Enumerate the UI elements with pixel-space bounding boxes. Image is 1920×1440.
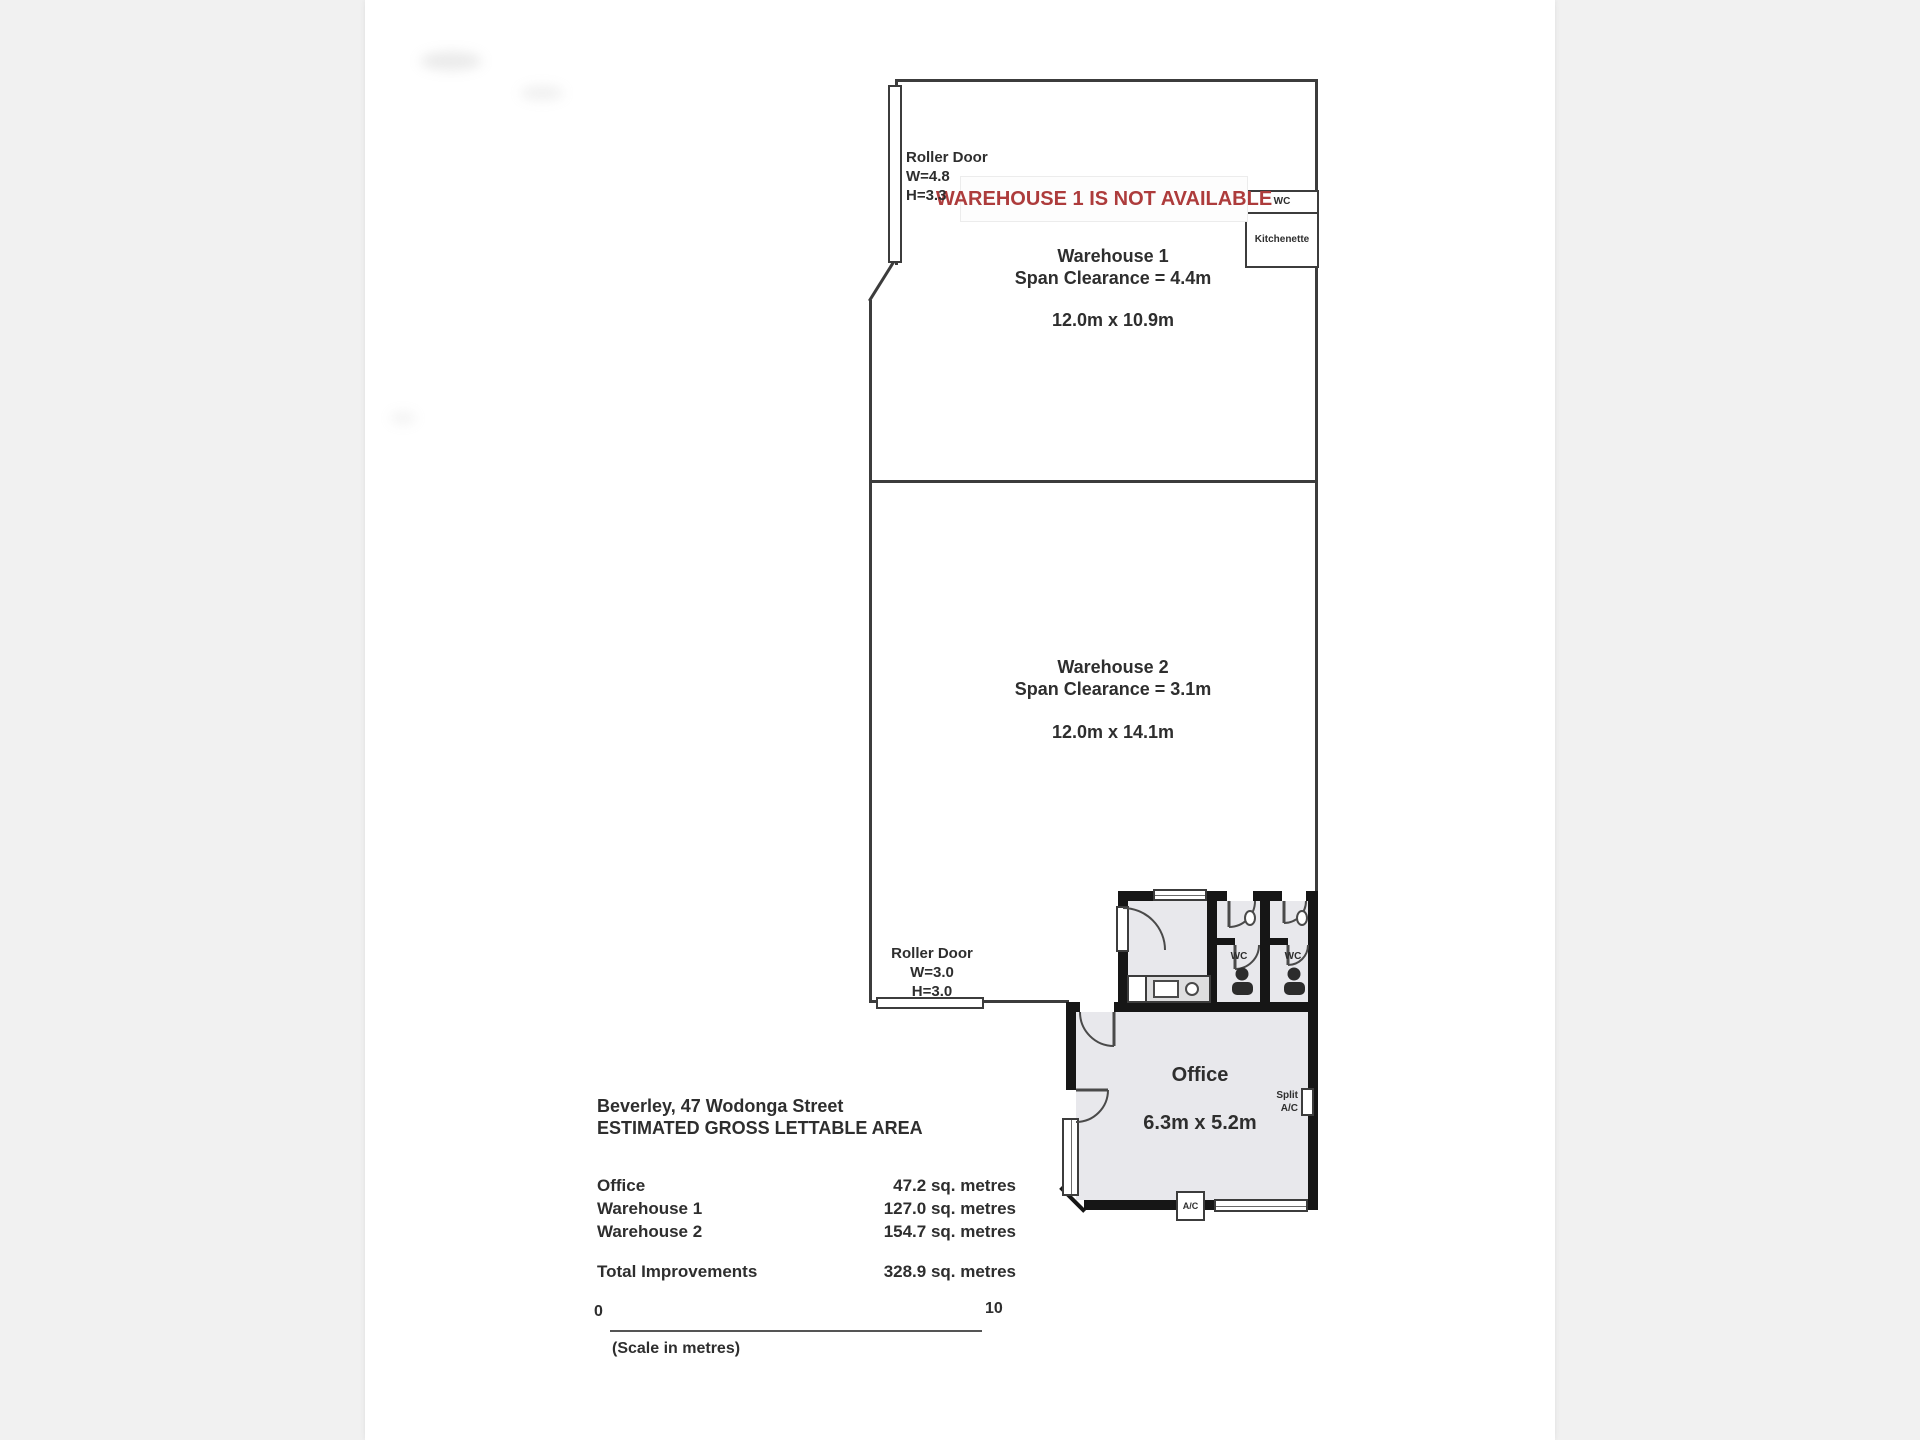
summary-row-label: Office [597,1176,646,1195]
summary-heading: ESTIMATED GROSS LETTABLE AREA [597,1118,923,1138]
wc1-label: WC [1230,951,1248,962]
office-top-wall [1114,1002,1318,1012]
scale-end-label: 10 [985,1300,1003,1317]
roller-door-top-line2: W=4.8 [906,168,950,185]
amenities-top-wall [1118,891,1155,901]
warehouse1-name: Warehouse 1 [1057,246,1169,266]
split-ac-label [1254,1089,1298,1115]
roller-door-bottom-label [858,944,1006,1001]
roller-door-top [888,85,902,263]
warehouse1-clearance: Span Clearance = 4.4m [1014,268,1212,288]
notice-patch [935,176,1273,222]
kitchenette-box-label: Kitchenette [1254,234,1310,245]
wc1-wc2-wall [1260,901,1270,1002]
office-dimensions: 6.3m x 5.2m [1143,1112,1257,1134]
wc-box-label: WC [1247,192,1317,214]
amenities-top-wall [1253,891,1282,901]
split-ac-line2: A/C [1280,1103,1298,1114]
scan-smudge [520,86,564,100]
lunchroom-window [1153,889,1207,901]
window-mullion [1155,895,1205,896]
split-ac-unit [1301,1088,1314,1116]
office-right-wall [1308,891,1318,1210]
warehouse1-dimensions: 12.0m x 10.9m [1051,310,1175,330]
office-name: Office [1171,1064,1229,1086]
warehouse-top-wall [897,79,1318,82]
wc1-partition [1217,938,1235,945]
roller-door-bottom-line1: Roller Door [891,945,973,962]
property-address: Beverley, 47 Wodonga Street [597,1096,844,1116]
warehouse2-clearance: Span Clearance = 3.1m [1014,679,1212,699]
wc2-partition [1270,938,1288,945]
scale-start-label: 0 [594,1303,603,1320]
lunchroom-door-leaf [1116,906,1129,952]
roller-door-bottom-line2: W=3.0 [910,964,954,981]
summary-row-value: 154.7 sq. metres [883,1222,1016,1241]
scale-bar-line [610,1330,982,1332]
warehouse2-dimensions: 12.0m x 14.1m [1051,722,1175,742]
roller-door-top-label [906,148,988,205]
scale-caption: (Scale in metres) [612,1340,741,1357]
summary-row-label: Warehouse 1 [597,1199,703,1218]
ac-unit-label: A/C [1182,1201,1199,1211]
lunchroom-left-wall [1118,950,1128,1002]
window-mullion [1216,1206,1306,1207]
split-ac-line1: Split [1276,1090,1298,1101]
window-mullion [1071,1120,1072,1194]
office-left-window [1062,1118,1079,1196]
roller-door-top-line1: Roller Door [906,149,988,166]
lunchroom-wc1-wall [1207,901,1217,1002]
scan-smudge [420,52,482,70]
summary-row-value: 127.0 sq. metres [883,1199,1016,1218]
warehouse-left-wall [869,300,872,1002]
summary-row-label: Warehouse 2 [597,1222,703,1241]
amenities-top-wall [1205,891,1227,901]
warehouse2-name: Warehouse 2 [1057,657,1169,677]
wc2-label: WC [1284,951,1302,962]
office-left-wall [1066,1012,1076,1090]
office-bottom-window [1214,1199,1308,1212]
summary-total-value: 328.9 sq. metres [883,1262,1016,1281]
summary-total-label: Total Improvements [597,1262,758,1281]
warehouse1-not-available-notice: WAREHOUSE 1 IS NOT AVAILABLE [935,187,1273,210]
lunchroom-floor [1128,901,1207,1002]
summary-row-value: 47.2 sq. metres [893,1176,1016,1195]
ac-unit-box [1176,1191,1205,1221]
roller-door-top-line3: H=3.3 [906,187,947,204]
scan-smudge [390,412,416,424]
office-top-wall [1066,1002,1080,1012]
warehouse-divider-wall [869,480,1318,483]
roller-door-bottom-line3: H=3.0 [911,983,953,1000]
